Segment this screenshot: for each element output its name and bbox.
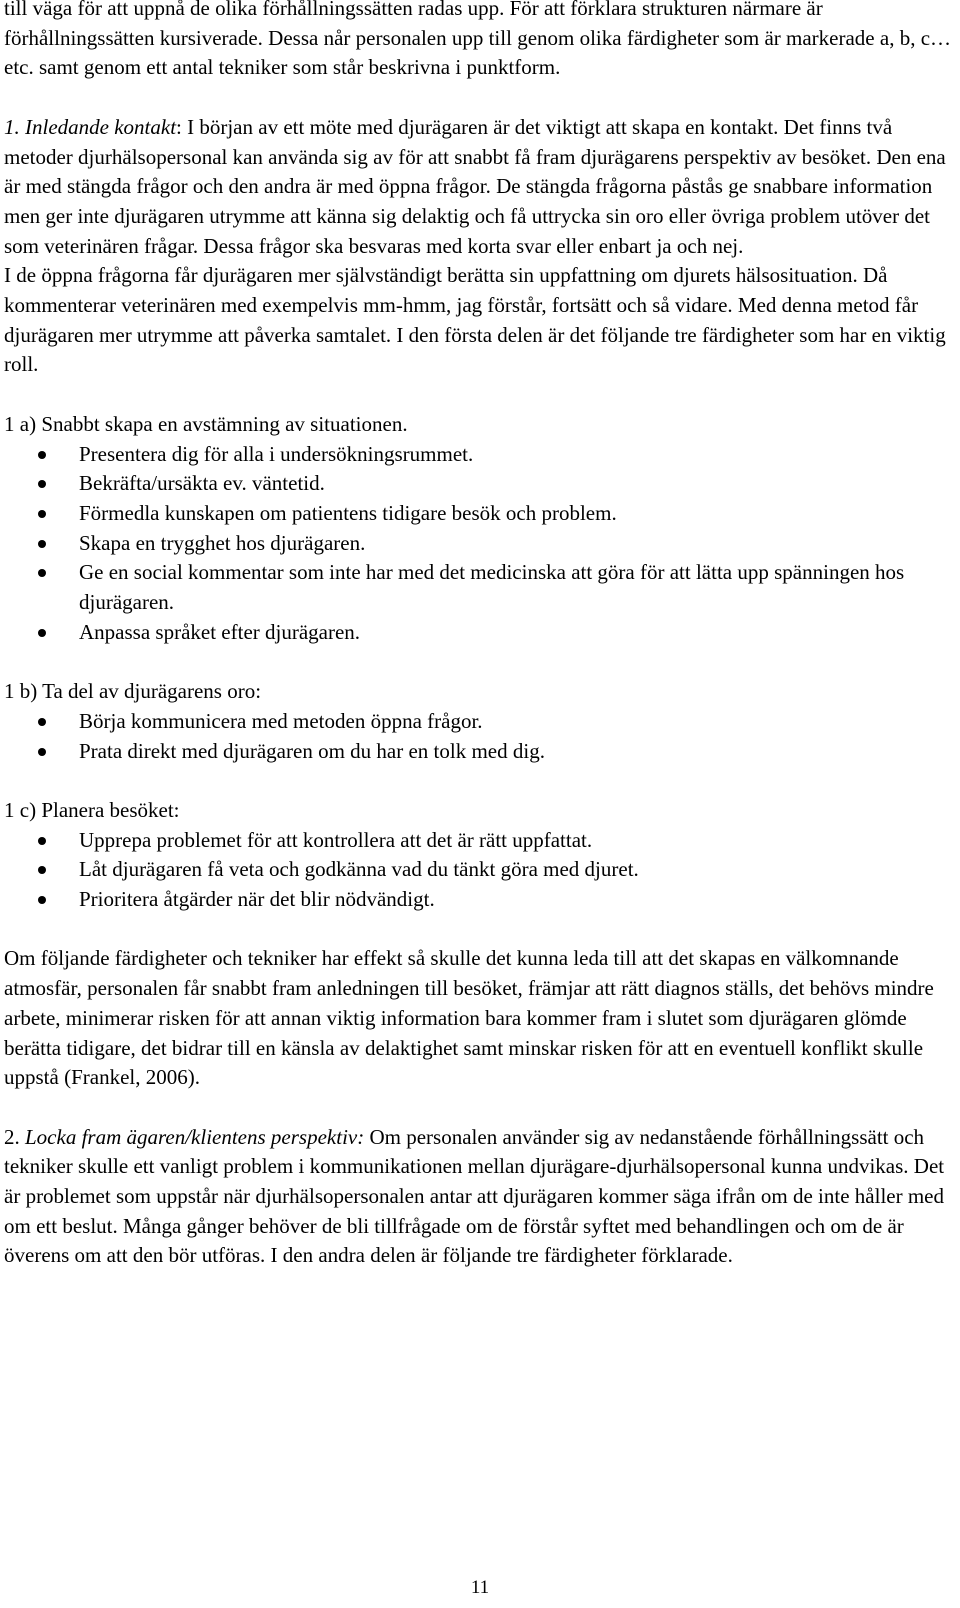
- list-item: [4, 529, 952, 559]
- list-item-text: Ge en social kommentar som inte har med det medicinska att göra för att lätta upp spänningen hos djurägaren.: [79, 560, 905, 615]
- bullet-icon: [38, 510, 46, 518]
- section-2-text: Om personalen använder sig av nedanstående förhållningssätt och tekniker skulle ett vanligt problem i kommunikationen mellan djurägare-djurhälsopersonal kunna undvikas. Det är problemet som uppstår när djurhälsopersonalen antar att djurägaren kommer säga ifrån om de inte håller med om ett beslut. Många gånger behöver de bli tillfrågade om de förstår syftet med behandlingen och om de är överens om att den bör utföras. I den andra delen är följande tre färdigheter förklarade.: [4, 1124, 945, 1268]
- bullet-icon: [38, 837, 46, 845]
- bullet-icon: [38, 866, 46, 874]
- list-item-text: Börja kommunicera med metoden öppna frågor.: [79, 708, 483, 733]
- bullet-icon: [38, 896, 46, 904]
- skill-c-list: [4, 826, 952, 915]
- skill-b-heading: 1 b) Ta del av djurägarens oro:: [4, 679, 262, 704]
- document-page: [4, 0, 952, 1271]
- list-item: [4, 558, 952, 617]
- skill-a-list: [4, 440, 952, 648]
- section-2-title: Locka fram ägaren/klientens perspektiv:: [25, 1124, 365, 1149]
- list-item: [4, 499, 952, 529]
- section-2-number: 2.: [4, 1124, 25, 1149]
- page-number: 11: [470, 1577, 490, 1598]
- intro-paragraph: till väga för att uppnå de olika förhållningssätten radas upp. För att förklara strukturen närmare är förhållningssätten kursiverade. Dessa når personalen upp till genom olika färdigheter som är markerade a, b, c… etc. samt genom ett antal tekniker som står beskrivna i punktform.: [4, 0, 952, 80]
- section-1-paragraph-2: I de öppna frågorna får djurägaren mer självständigt berätta sin uppfattning om djurets hälsosituation. Då kommenterar veterinären med exempelvis mm-hmm, jag förstår, fortsätt och så vidare. Med denna metod får djurägaren mer utrymme att påverka samtalet. I den första delen är det följande tre färdigheter som har en viktig roll.: [4, 263, 946, 377]
- list-item-text: Anpassa språket efter djurägaren.: [79, 619, 361, 644]
- skill-a-heading: 1 a) Snabbt skapa en avstämning av situationen.: [4, 411, 408, 436]
- list-item-text: Prata direkt med djurägaren om du har en tolk med dig.: [79, 738, 545, 763]
- list-item: [4, 737, 952, 767]
- spacer: [4, 915, 952, 945]
- list-item: [4, 440, 952, 470]
- conclusion-paragraph: Om följande färdigheter och tekniker har effekt så skulle det kunna leda till att det skapas en välkomnande atmosfär, personalen får snabbt fram anledningen till besöket, främjar att rätt diagnos ställs, det behövs mindre arbete, minimerar risken för att annan viktig information bara kommer fram i slutet som djurägaren glömde berätta tidigare, det bidrar till en känsla av delaktighet samt minskar risken för att en eventuell konflikt skulle uppstå (Frankel, 2006).: [4, 946, 934, 1090]
- bullet-icon: [38, 569, 46, 577]
- spacer: [4, 766, 952, 796]
- list-item: [4, 885, 952, 915]
- list-item: [4, 855, 952, 885]
- skill-b-list: [4, 707, 952, 766]
- bullet-icon: [38, 629, 46, 637]
- section-1-title: 1. Inledande kontakt: [4, 114, 177, 139]
- list-item-text: Prioritera åtgärder när det blir nödvändigt.: [79, 887, 435, 912]
- spacer: [4, 380, 952, 410]
- section-1-text: : I början av ett möte med djurägaren är det viktigt att skapa en kontakt. Det finns två metoder djurhälsopersonal kan använda sig av för att snabbt få fram djurägarens perspektiv av besöket. Den ena är med stängda frågor och den andra är med öppna frågor. De stängda frågorna påstås ge snabbare information men ger inte djurägaren utrymme att känna sig delaktig och få uttrycka sin oro eller övriga problem utöver det som veterinären frågar. Dessa frågor ska besvaras med korta svar eller enbart ja och nej.: [4, 114, 946, 258]
- bullet-icon: [38, 718, 46, 726]
- bullet-icon: [38, 540, 46, 548]
- spacer: [4, 647, 952, 677]
- bullet-icon: [38, 451, 46, 459]
- list-item-text: Bekräfta/ursäkta ev. väntetid.: [79, 471, 325, 496]
- list-item-text: Presentera dig för alla i undersökningsrummet.: [79, 441, 474, 466]
- bullet-icon: [38, 480, 46, 488]
- spacer: [4, 83, 952, 113]
- section-1-paragraph: [4, 113, 952, 262]
- spacer: [4, 1093, 952, 1123]
- list-item-text: Upprepa problemet för att kontrollera att det är rätt uppfattat.: [79, 827, 593, 852]
- list-item: [4, 618, 952, 648]
- list-item: [4, 826, 952, 856]
- list-item-text: Skapa en trygghet hos djurägaren.: [79, 530, 366, 555]
- skill-c-heading: 1 c) Planera besöket:: [4, 797, 180, 822]
- section-2-paragraph: [4, 1123, 952, 1272]
- list-item: [4, 469, 952, 499]
- list-item-text: Förmedla kunskapen om patientens tidigare besök och problem.: [79, 500, 617, 525]
- list-item: [4, 707, 952, 737]
- list-item-text: Låt djurägaren få veta och godkänna vad du tänkt göra med djuret.: [79, 857, 639, 882]
- bullet-icon: [38, 748, 46, 756]
